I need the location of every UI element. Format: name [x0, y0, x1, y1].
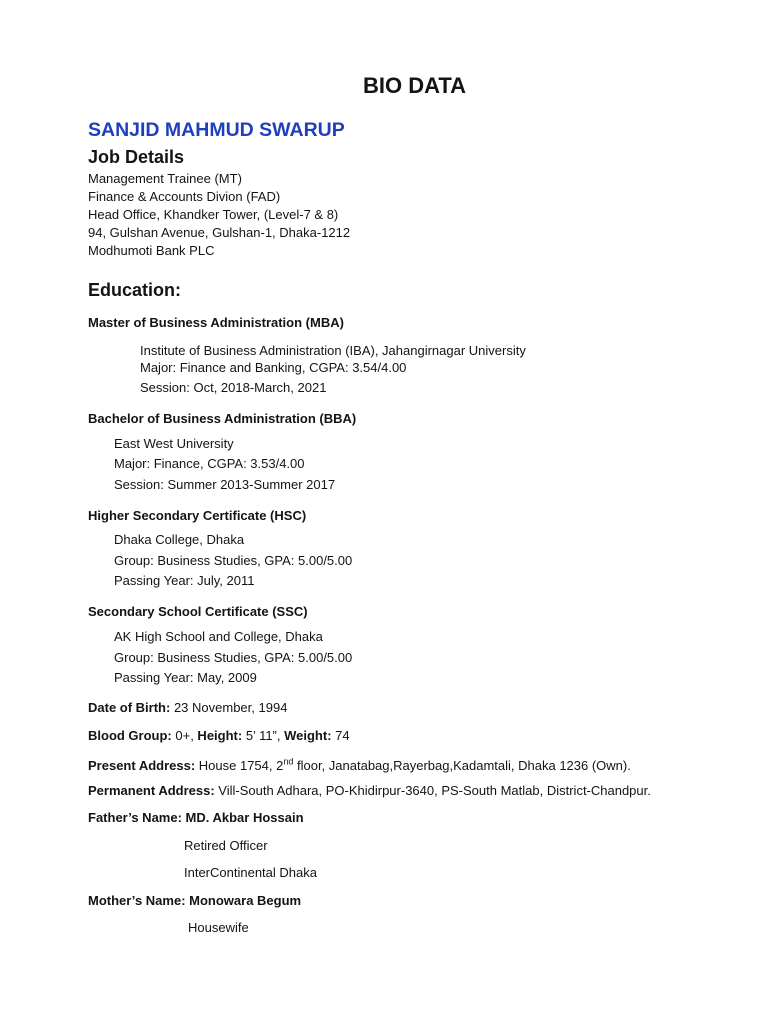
ssc-line: Group: Business Studies, GPA: 5.00/5.00	[114, 650, 353, 665]
father-name	[88, 809, 304, 826]
mother-detail-line: Housewife	[188, 920, 249, 935]
mba-line: Major: Finance and Banking, CGPA: 3.54/4.00	[140, 360, 407, 375]
weight-label: Weight:	[280, 728, 332, 743]
father-detail-line: Retired Officer	[184, 838, 268, 853]
father-name-label: Father’s Name:	[88, 810, 182, 825]
mother-name-value: Monowara Begum	[185, 893, 302, 908]
date-of-birth	[88, 699, 287, 716]
mother-name-label: Mother’s Name:	[88, 893, 186, 908]
bba-line: Major: Finance, CGPA: 3.53/4.00	[114, 456, 305, 471]
present-address-value-end: floor, Janatabag,Rayerbag,Kadamtali, Dhaka 1236 (Own).	[293, 758, 631, 773]
ssc-line: Passing Year: May, 2009	[114, 670, 257, 685]
ssc-title: Secondary School Certificate (SSC)	[88, 604, 308, 619]
height-label: Height:	[193, 728, 243, 743]
hsc-line: Passing Year: July, 2011	[114, 573, 255, 588]
ssc-line: AK High School and College, Dhaka	[114, 629, 323, 644]
job-line: Modhumoti Bank PLC	[88, 243, 215, 258]
present-address	[88, 757, 631, 774]
mba-line: Session: Oct, 2018-March, 2021	[140, 380, 327, 395]
mba-title: Master of Business Administration (MBA)	[88, 315, 344, 330]
blood-group-value: 0+,	[171, 728, 194, 743]
present-address-value-start: House 1754, 2	[195, 758, 284, 773]
job-line: Finance & Accounts Divion (FAD)	[88, 189, 281, 204]
bba-line: Session: Summer 2013-Summer 2017	[114, 477, 336, 492]
bba-title: Bachelor of Business Administration (BBA)	[88, 411, 357, 426]
document-title: BIO DATA	[363, 73, 467, 98]
permanent-address-label: Permanent Address:	[88, 783, 215, 798]
mother-name	[88, 892, 301, 909]
height-value: 5’ 11”,	[242, 728, 281, 743]
job-line: 94, Gulshan Avenue, Gulshan-1, Dhaka-1212	[88, 225, 351, 240]
job-line: Management Trainee (MT)	[88, 171, 242, 186]
job-line: Head Office, Khandker Tower, (Level-7 & 8)	[88, 207, 339, 222]
blood-height-weight	[88, 727, 350, 744]
permanent-address	[88, 782, 651, 799]
bba-line: East West University	[114, 436, 234, 451]
hsc-title: Higher Secondary Certificate (HSC)	[88, 508, 307, 523]
mba-line: Institute of Business Administration (IBA), Jahangirnagar University	[140, 343, 526, 358]
job-details-heading: Job Details	[88, 147, 185, 167]
dob-value: 23 November, 1994	[170, 700, 288, 715]
blood-group-label: Blood Group:	[88, 728, 172, 743]
dob-label: Date of Birth:	[88, 700, 171, 715]
present-address-superscript: nd	[283, 756, 294, 767]
father-name-value: MD. Akbar Hossain	[181, 810, 304, 825]
hsc-line: Group: Business Studies, GPA: 5.00/5.00	[114, 553, 353, 568]
present-address-label: Present Address:	[88, 758, 196, 773]
permanent-address-value: Vill-South Adhara, PO-Khidirpur-3640, PS-South Matlab, District-Chandpur.	[214, 783, 651, 798]
weight-value: 74	[331, 728, 350, 743]
education-heading: Education:	[88, 280, 181, 300]
candidate-name: SANJID MAHMUD SWARUP	[88, 119, 345, 141]
hsc-line: Dhaka College, Dhaka	[114, 532, 245, 547]
father-detail-line: InterContinental Dhaka	[184, 865, 317, 880]
